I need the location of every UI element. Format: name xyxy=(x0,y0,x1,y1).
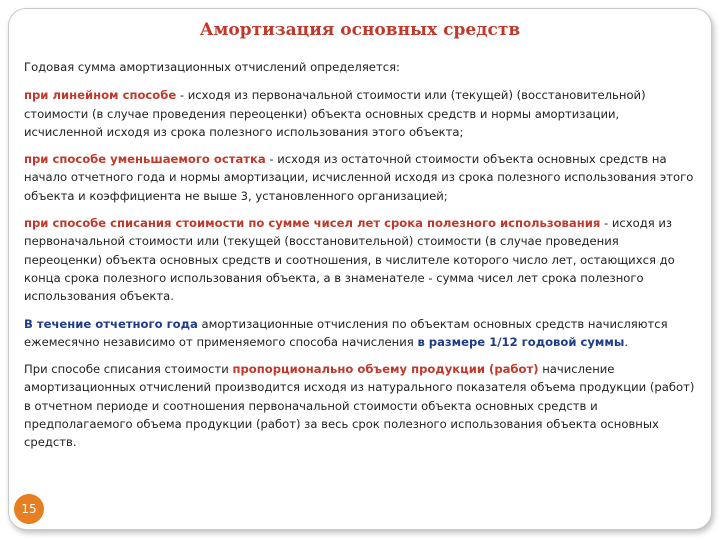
sum-of-years-text: - исходя из первоначальной стоимости или (текущей (восстановительной) стоимости (в случае проведения переоценки) объекта основных средств и соотношения, в числителе которого число лет, остающихся до конца срока полезного использования объекта, а в знаменателе - сумма чисел лет срока полезного использования объекта. xyxy=(24,216,675,304)
slide-title: Амортизация основных средств xyxy=(199,20,521,40)
intro-text xyxy=(24,58,696,76)
linear-method-highlight: при линейном способе xyxy=(24,88,177,103)
page-number-badge: 15 xyxy=(14,494,44,524)
units-highlight: пропорционально объему продукции (работ) xyxy=(232,362,539,377)
paragraph-sum-of-years xyxy=(24,214,696,305)
units-text-start: При способе списания стоимости xyxy=(24,362,233,377)
units-text-end: начисление амортизационных отчислений производится исходя из натурального показателя объема продукции (работ) в отчетном периоде и соотношения первоначальной стоимости объекта основных средств и предполагаемого объема продукции (работ) за весь срок полезного использования объекта основных средств. xyxy=(24,362,695,450)
monthly-highlight-share: в размере 1/12 годовой суммы xyxy=(417,334,625,349)
paragraph-units-of-production xyxy=(24,360,696,451)
paragraph-monthly xyxy=(24,315,696,352)
paragraph-linear-method xyxy=(24,86,696,141)
monthly-highlight-period: В течение отчетного года xyxy=(24,316,198,331)
declining-balance-text: - исходя из остаточной стоимости объекта основных средств на начало отчетного года и нормы амортизации, исчисленной исходя из срока полезного использования этого объекта и коэффициента не выше 3, установленного организацией; xyxy=(24,152,694,203)
monthly-text-end: . xyxy=(624,334,629,349)
linear-method-text: - исходя из первоначальной стоимости или (текущей) (восстановительной) стоимости (в случае проведения переоценки) объекта основных средств и нормы амортизации, исчисленной исходя из срока полезного использования этого объекта; xyxy=(24,88,646,139)
monthly-text-main: амортизационные отчисления по объектам основных средств начисляются ежемесячно независимо от применяемого способа начисления xyxy=(24,316,668,349)
sum-of-years-highlight: при способе списания стоимости по сумме чисел лет срока полезного использования xyxy=(24,216,601,231)
paragraph-declining-balance xyxy=(24,150,696,205)
slide-content xyxy=(24,58,696,461)
intro-label: Годовая сумма амортизационных отчислений определяется: xyxy=(24,60,400,74)
declining-balance-highlight: при способе уменьшаемого остатка xyxy=(24,152,266,167)
